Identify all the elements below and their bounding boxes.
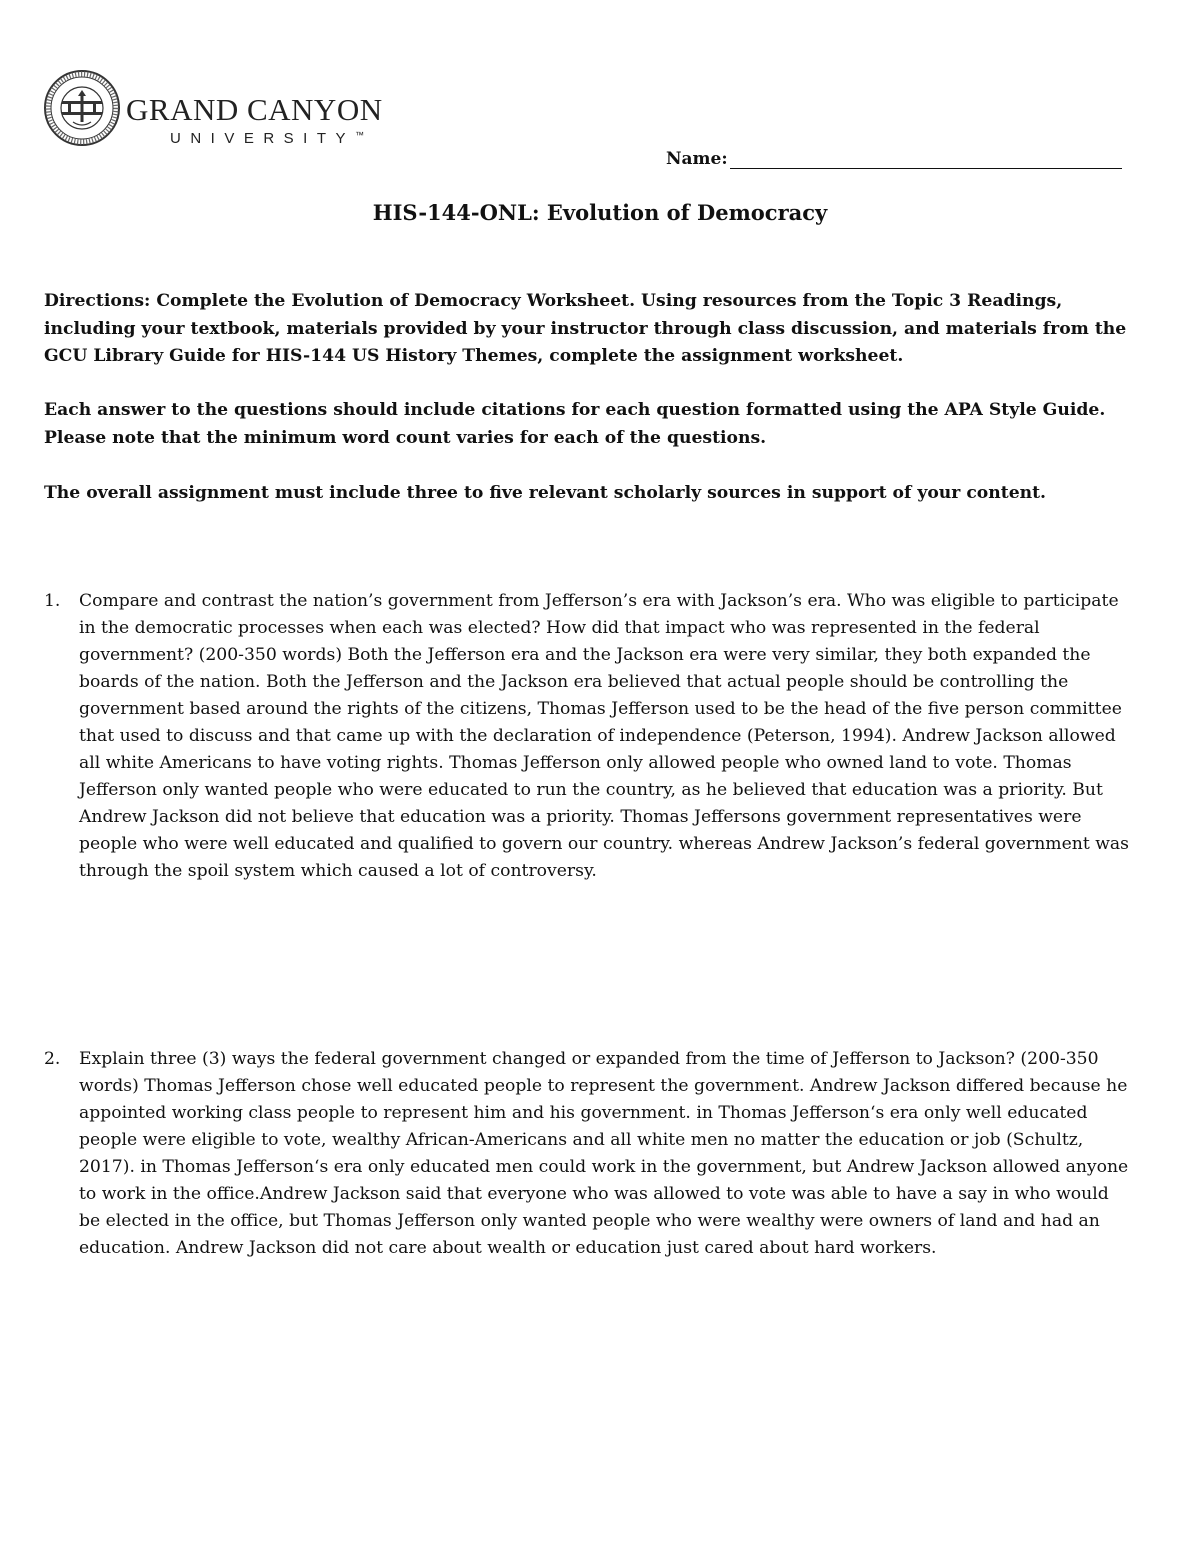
apa-citation-note: Each answer to the questions should include citations for each question formatted using the APA Style Guide. Please note that the minimum word count varies for each of the questions. [44,400,1106,448]
question-answer-text: Compare and contrast the nation’s government from Jefferson’s era with Jackson’s era. Who was eligible to participate in the democratic processes when each was elected? How did that impact who was represented in the federal government? (200-350 words) Both the Jefferson era and the Jackson era were very similar, they both expanded the boards of the nation. Both the Jefferson and the Jackson era believed that actual people should be controlling the government based around the rights of the citizens, Thomas Jefferson used to be the head of the five person committee that used to discuss and that came up with the declaration of independence (Peterson, 1994). Andrew Jackson allowed all white Americans to have voting rights. Thomas Jefferson only allowed people who owned land to vote. Thomas Jefferson only wanted people who were educated to run the country, as he believed that education was a priority. But Andrew Jackson did not believe that education was a priority. Thomas Jeffersons government representatives were people who were well educated and qualified to govern our country. whereas Andrew Jackson’s federal government was through the spoil system which caused a lot of controversy. [79,591,1129,881]
directions-paragraph: Directions: Complete the Evolution of Democracy Worksheet. Using resources from the Topic 3 Readings, including your textbook, materials provided by your instructor through class discussion, and materials from the GCU Library Guide for HIS-144 US History Themes, complete the assignment worksheet. [44,291,1127,366]
name-input-line[interactable] [730,148,1122,169]
question-item [44,1046,1134,1279]
name-field [666,148,1130,169]
question-number: 1. [44,591,61,611]
logo-wordmark: GRAND CANYON [126,92,383,127]
question-item [44,588,1134,902]
university-logo [42,68,387,150]
logo-subtitle: UNIVERSITY™ [170,130,365,147]
university-seal-icon [42,68,122,148]
page-title: HIS-144-ONL: Evolution of Democracy [372,200,828,225]
question-answer-text: Explain three (3) ways the federal government changed or expanded from the time of Jefferson to Jackson? (200-350 words) Thomas Jefferson chose well educated people to represent the government. Andrew Jackson differed because he appointed working class people to represent him and his government. in Thomas Jefferson‘s era only well educated people were eligible to vote, wealthy African-Americans and all white men no matter the education or job (Schultz, 2017). in Thomas Jefferson‘s era only educated men could work in the government, but Andrew Jackson allowed anyone to work in the office.Andrew Jackson said that everyone who was allowed to vote was able to have a say in who would be elected in the office, but Thomas Jefferson only wanted people who were wealthy were owners of land and had an education. Andrew Jackson did not care about wealth or education just cared about hard workers. [79,1049,1129,1258]
question-number: 2. [44,1049,61,1069]
name-label: Name: [666,149,728,169]
scholarly-sources-note: The overall assignment must include three to five relevant scholarly sources in support of your content. [44,483,1047,503]
